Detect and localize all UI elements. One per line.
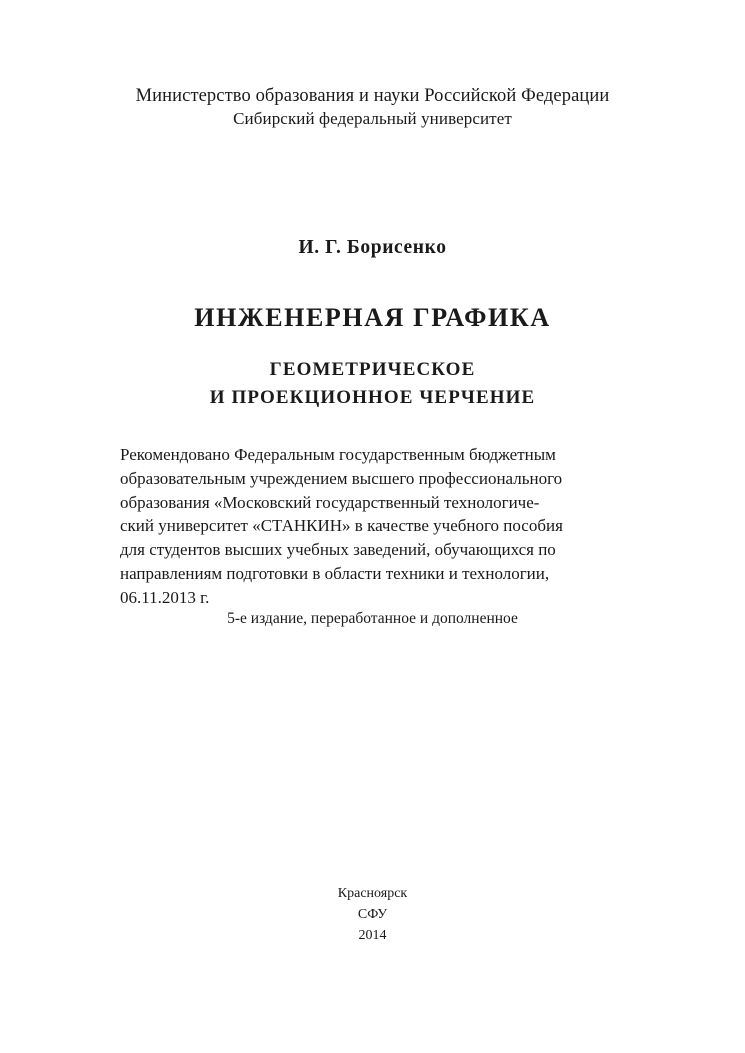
book-subtitle-line-1: ГЕОМЕТРИЧЕСКОЕ: [269, 359, 476, 380]
recommendation-line-5: для студентов высших учебных заведений, обучающихся по: [120, 540, 556, 560]
imprint-publisher: СФУ: [357, 907, 388, 922]
recommendation-line-6: направлениям подготовки в области техники и технологии,: [120, 563, 550, 583]
book-subtitle: [0, 356, 745, 411]
author-name: И. Г. Борисенко: [298, 237, 447, 258]
recommendation-line-4: ский университет «СТАНКИН» в качестве учебного пособия: [120, 516, 563, 536]
edition-note: 5-е издание, переработанное и дополненное: [227, 610, 518, 627]
imprint-block: [0, 883, 745, 946]
recommendation-line-2: образовательным учреждением высшего профессионального: [120, 468, 563, 488]
recommendation-paragraph: [120, 443, 624, 610]
recommendation-line-3: образования «Московский государственный технологиче-: [120, 492, 540, 512]
recommendation-line-7: 06.11.2013 г.: [120, 587, 210, 607]
book-subtitle-line-2: И ПРОЕКЦИОННОЕ ЧЕРЧЕНИЕ: [209, 386, 536, 408]
ministry-name: Министерство образования и науки Российской Федерации: [135, 86, 610, 106]
university-name: Сибирский федеральный университет: [233, 109, 512, 129]
imprint-year: 2014: [358, 928, 387, 943]
recommendation-line-1: Рекомендовано Федеральным государственным бюджетным: [120, 445, 556, 464]
publisher-block: [0, 84, 745, 131]
book-title: ИНЖЕНЕРНАЯ ГРАФИКА: [194, 303, 551, 332]
imprint-city: Красноярск: [337, 886, 408, 901]
